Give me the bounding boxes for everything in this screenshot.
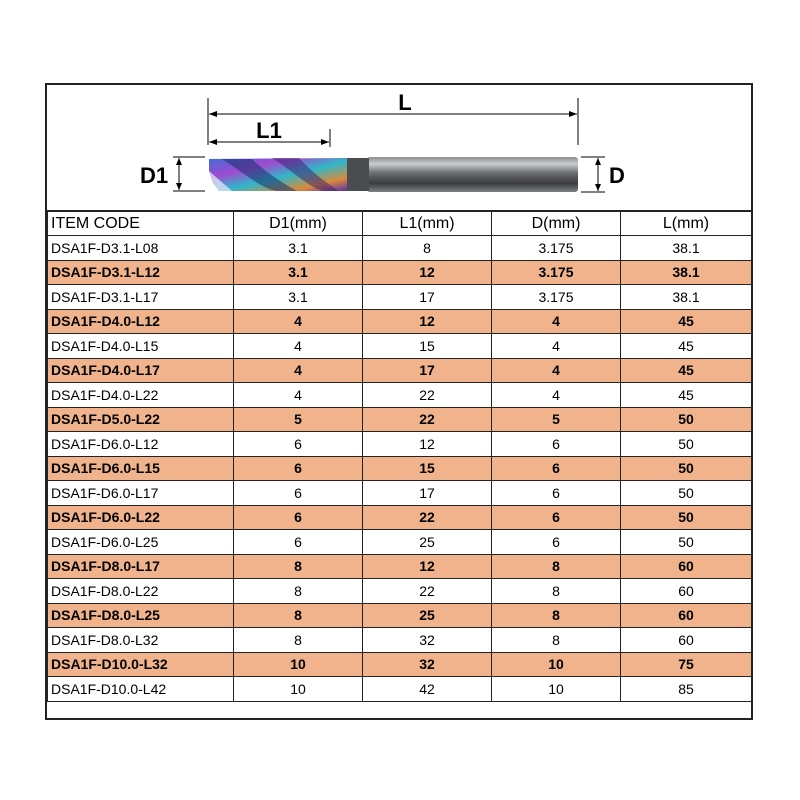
cell-l: 75 [621, 652, 752, 677]
spec-sheet [45, 83, 753, 720]
cell-l: 45 [621, 358, 752, 383]
cell-l1: 25 [363, 603, 492, 628]
header-d: D(mm) [492, 211, 621, 236]
table-row [48, 530, 752, 555]
cell-l1: 12 [363, 432, 492, 457]
cell-d: 5 [492, 407, 621, 432]
cell-d: 8 [492, 603, 621, 628]
cell-d: 10 [492, 677, 621, 702]
cell-l: 85 [621, 677, 752, 702]
cell-d: 3.175 [492, 260, 621, 285]
cell-l1: 22 [363, 383, 492, 408]
cell-l: 50 [621, 407, 752, 432]
cell-d: 4 [492, 383, 621, 408]
cell-item-code: DSA1F-D3.1-L08 [48, 236, 234, 261]
cell-d: 6 [492, 432, 621, 457]
cell-l: 60 [621, 554, 752, 579]
cell-l1: 42 [363, 677, 492, 702]
table-row [48, 603, 752, 628]
cell-l: 45 [621, 383, 752, 408]
cell-item-code: DSA1F-D8.0-L17 [48, 554, 234, 579]
cell-d: 3.175 [492, 236, 621, 261]
cell-l1: 12 [363, 260, 492, 285]
dimension-d1 [173, 157, 205, 191]
cell-d1: 8 [234, 554, 363, 579]
cell-d: 4 [492, 358, 621, 383]
header-d1: D1(mm) [234, 211, 363, 236]
cell-item-code: DSA1F-D5.0-L22 [48, 407, 234, 432]
cell-item-code: DSA1F-D4.0-L12 [48, 309, 234, 334]
cell-l: 45 [621, 309, 752, 334]
cell-item-code: DSA1F-D6.0-L25 [48, 530, 234, 555]
cell-l: 38.1 [621, 236, 752, 261]
specification-table [47, 210, 752, 702]
table-row [48, 579, 752, 604]
cell-l1: 25 [363, 530, 492, 555]
dimension-d [581, 157, 605, 192]
cell-d1: 3.1 [234, 285, 363, 310]
label-l: L [398, 90, 412, 115]
cell-d: 8 [492, 579, 621, 604]
cell-item-code: DSA1F-D4.0-L22 [48, 383, 234, 408]
cell-item-code: DSA1F-D8.0-L32 [48, 628, 234, 653]
table-header-row [48, 211, 752, 236]
cell-item-code: DSA1F-D8.0-L22 [48, 579, 234, 604]
cell-d1: 3.1 [234, 236, 363, 261]
cell-l: 60 [621, 603, 752, 628]
end-mill-tool-image [209, 157, 578, 192]
cell-l1: 15 [363, 334, 492, 359]
table-row [48, 309, 752, 334]
cell-l: 45 [621, 334, 752, 359]
cell-d: 6 [492, 530, 621, 555]
end-mill-dimension-diagram [47, 85, 751, 210]
cell-l1: 12 [363, 309, 492, 334]
cell-item-code: DSA1F-D6.0-L12 [48, 432, 234, 457]
cell-d: 8 [492, 628, 621, 653]
cell-l: 50 [621, 432, 752, 457]
cell-d1: 4 [234, 309, 363, 334]
cell-d1: 8 [234, 628, 363, 653]
label-d1: D1 [139, 163, 169, 188]
table-row [48, 358, 752, 383]
cell-d1: 6 [234, 456, 363, 481]
table-row [48, 432, 752, 457]
label-l1: L1 [256, 118, 282, 143]
cell-l: 50 [621, 481, 752, 506]
table-row [48, 628, 752, 653]
cell-l1: 12 [363, 554, 492, 579]
cell-l1: 17 [363, 481, 492, 506]
table-row [48, 456, 752, 481]
cell-d1: 10 [234, 652, 363, 677]
cell-l: 38.1 [621, 285, 752, 310]
cell-item-code: DSA1F-D3.1-L12 [48, 260, 234, 285]
cell-item-code: DSA1F-D4.0-L15 [48, 334, 234, 359]
table-row [48, 383, 752, 408]
table-row [48, 236, 752, 261]
header-l1: L1(mm) [363, 211, 492, 236]
cell-l1: 17 [363, 285, 492, 310]
cell-l: 50 [621, 530, 752, 555]
cell-l1: 22 [363, 505, 492, 530]
cell-l: 38.1 [621, 260, 752, 285]
cell-l: 60 [621, 628, 752, 653]
cell-l1: 32 [363, 652, 492, 677]
cell-d: 8 [492, 554, 621, 579]
cell-d1: 10 [234, 677, 363, 702]
header-l: L(mm) [621, 211, 752, 236]
cell-d: 10 [492, 652, 621, 677]
cell-d1: 4 [234, 383, 363, 408]
table-row [48, 407, 752, 432]
cell-d1: 8 [234, 603, 363, 628]
cell-l1: 32 [363, 628, 492, 653]
cell-item-code: DSA1F-D3.1-L17 [48, 285, 234, 310]
table-row [48, 285, 752, 310]
table-row [48, 554, 752, 579]
cell-item-code: DSA1F-D6.0-L15 [48, 456, 234, 481]
cell-d: 6 [492, 456, 621, 481]
cell-d1: 6 [234, 530, 363, 555]
cell-item-code: DSA1F-D10.0-L32 [48, 652, 234, 677]
cell-l: 50 [621, 456, 752, 481]
table-row [48, 260, 752, 285]
cell-d: 6 [492, 505, 621, 530]
cell-d1: 8 [234, 579, 363, 604]
cell-l1: 17 [363, 358, 492, 383]
cell-d: 4 [492, 309, 621, 334]
table-row [48, 505, 752, 530]
cell-d1: 6 [234, 481, 363, 506]
cell-d1: 6 [234, 432, 363, 457]
cell-d: 6 [492, 481, 621, 506]
cell-d: 4 [492, 334, 621, 359]
cell-item-code: DSA1F-D10.0-L42 [48, 677, 234, 702]
cell-item-code: DSA1F-D6.0-L22 [48, 505, 234, 530]
cell-l: 50 [621, 505, 752, 530]
cell-d: 3.175 [492, 285, 621, 310]
cell-l1: 8 [363, 236, 492, 261]
cell-d1: 4 [234, 334, 363, 359]
table-row [48, 652, 752, 677]
cell-d1: 4 [234, 358, 363, 383]
table-row [48, 334, 752, 359]
cell-d1: 6 [234, 505, 363, 530]
cell-l1: 22 [363, 579, 492, 604]
cell-l1: 15 [363, 456, 492, 481]
cell-item-code: DSA1F-D6.0-L17 [48, 481, 234, 506]
table-row [48, 677, 752, 702]
table-row [48, 481, 752, 506]
header-item-code: ITEM CODE [48, 211, 234, 236]
cell-item-code: DSA1F-D4.0-L17 [48, 358, 234, 383]
cell-d1: 5 [234, 407, 363, 432]
cell-l1: 22 [363, 407, 492, 432]
cell-item-code: DSA1F-D8.0-L25 [48, 603, 234, 628]
label-d: D [609, 163, 625, 188]
cell-l: 60 [621, 579, 752, 604]
cell-d1: 3.1 [234, 260, 363, 285]
